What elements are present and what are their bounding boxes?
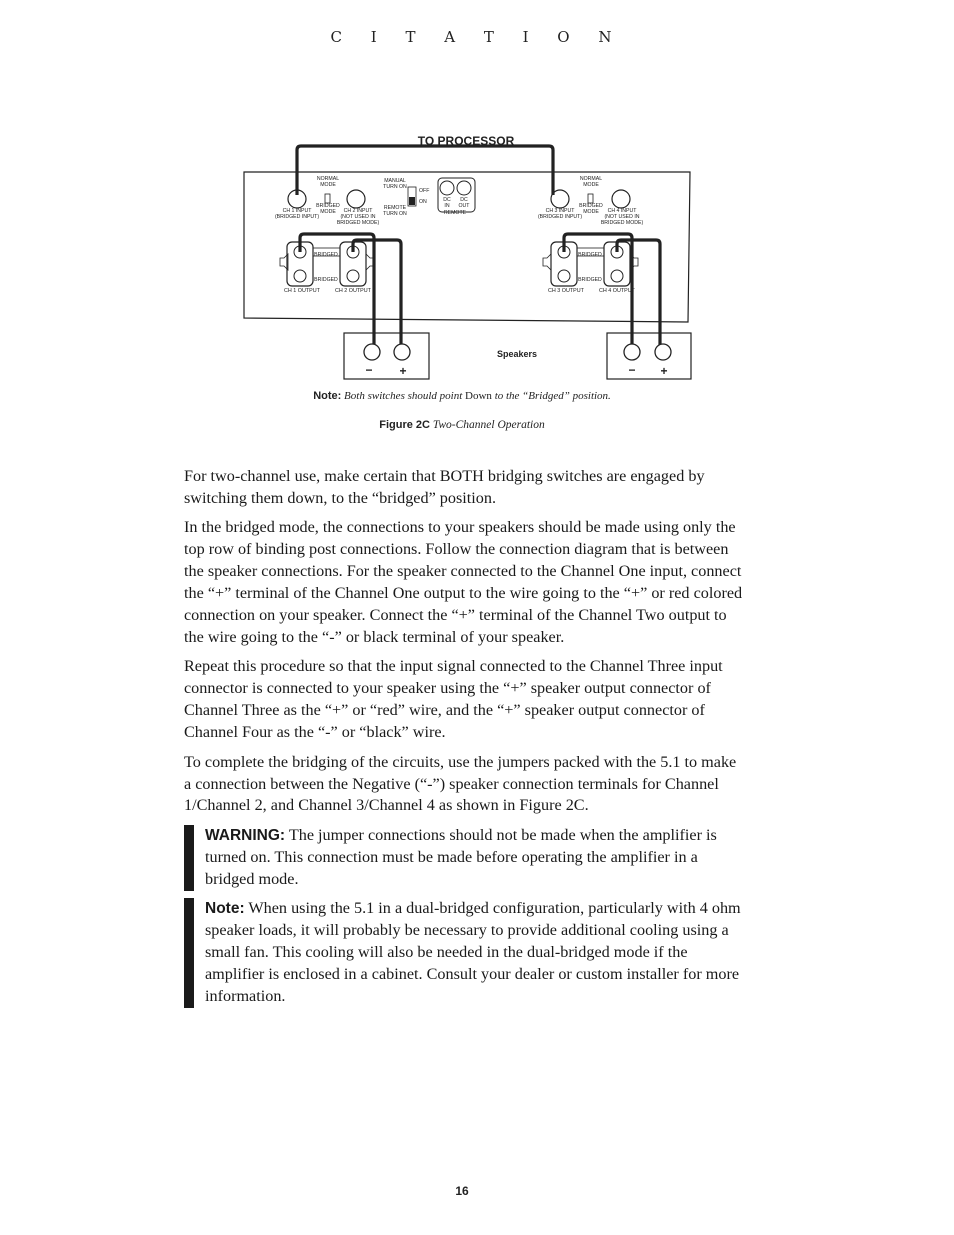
ch4-input-label-3: BRIDGED MODE) <box>600 220 644 226</box>
left-speaker-plus-sign: + <box>399 364 407 378</box>
dc-in-label-1: DC <box>443 197 451 203</box>
right-speaker-minus-sign: − <box>628 363 636 377</box>
to-processor-label: TO PROCESSOR <box>417 134 515 148</box>
left-bridged-mode-1: BRIDGED <box>316 203 340 209</box>
left-speaker-plus-terminal <box>394 344 410 360</box>
figure-note-text-3: to the “Bridged” position. <box>494 390 611 402</box>
figure-note-lead: Note: <box>313 390 342 402</box>
paragraph-1: For two-channel use, make certain that BOTH bridging switches are engaged by switching them down, to the “bridged” position. <box>184 467 705 507</box>
left-speaker-wire-plus <box>353 240 401 352</box>
right-bridged-bottom: BRIDGED <box>578 277 602 283</box>
paragraph-2: In the bridged mode, the connections to your speakers should be made using only the top row of binding post connections. Follow the connection diagram that is between the speaker connections. For the speaker connected to the Channel One input, connect the “+” terminal of the Channel One output to the wire going to the “+” or red colored connection on your speaker. Connect the “+” terminal of the Channel Two output to the wire going to the “-” or black terminal of your speaker. <box>184 518 743 646</box>
warning-text: The jumper connections should not be made when the amplifier is turned on. This connection must be made before operating the amplifier in a bridged mode. <box>205 825 717 888</box>
ch1-input-label-2: (BRIDGED INPUT) <box>274 214 320 220</box>
figure-caption-title: Two-Channel Operation <box>432 419 545 431</box>
page-number: 16 <box>455 1184 469 1198</box>
ch3-input-label-2: (BRIDGED INPUT) <box>537 214 583 220</box>
manual-label-2: TURN ON <box>383 184 407 190</box>
dc-out-label-1: DC <box>460 197 468 203</box>
right-speaker-plus-terminal <box>655 344 671 360</box>
ch4-minus-post <box>611 270 623 282</box>
figure-note <box>0 390 924 402</box>
right-speaker-minus-terminal <box>624 344 640 360</box>
ch3-minus-post <box>558 270 570 282</box>
on-label: ON <box>419 199 427 205</box>
ch4-input-label-1: CH 4 INPUT <box>607 208 637 214</box>
brand-header: C I T A T I O N <box>330 28 624 46</box>
left-normal-mode-2: MODE <box>320 182 336 188</box>
paragraph-4: To complete the bridging of the circuits, use the jumpers packed with the 5.1 to make a connection between the Negative (“-”) speaker connection terminals for Channel 1/Channel 2, and Channel 3/Channel 4 as shown in Figure 2C. <box>184 752 737 815</box>
ch4-input-jack <box>612 190 630 208</box>
remote-turn-label-2: TURN ON <box>383 211 407 217</box>
warning-lead: WARNING: <box>205 826 286 844</box>
remote-turn-label-1: REMOTE <box>383 205 407 211</box>
ch3-input-label-1: CH 3 INPUT <box>545 208 575 214</box>
left-speaker-minus-sign: − <box>365 363 373 377</box>
ch3-output-label: CH 3 OUTPUT <box>548 288 584 294</box>
ch2-input-label-1: CH 2 INPUT <box>343 208 373 214</box>
figure-caption-label: Figure 2C <box>379 419 430 431</box>
right-speaker-wire-plus <box>617 240 660 352</box>
dc-out-label-2: OUT <box>458 203 470 209</box>
speakers-label: Speakers <box>496 349 538 359</box>
wiring-diagram <box>240 128 700 388</box>
ch2-input-jack <box>347 190 365 208</box>
left-mode-switch <box>325 194 330 203</box>
note-bar <box>184 898 194 1008</box>
warning-bar <box>184 825 194 891</box>
note-callout <box>184 898 744 1008</box>
right-speaker-box <box>607 333 691 379</box>
right-bridged-top: BRIDGED <box>578 252 602 258</box>
right-normal-mode-2: MODE <box>583 182 599 188</box>
left-bridged-bottom: BRIDGED <box>314 277 338 283</box>
figure-note-text-1: Both switches should point <box>344 390 463 402</box>
left-normal-mode-1: NORMAL <box>316 176 340 182</box>
right-speaker-icon-a <box>543 254 551 270</box>
remote-section <box>383 178 475 217</box>
dc-out-jack <box>457 181 471 195</box>
ch2-input-label-2: (NOT USED IN <box>340 214 376 220</box>
ch3-input-jack <box>551 190 569 208</box>
figure-note-text-2: Down <box>465 390 492 402</box>
note-lead: Note: <box>205 900 245 918</box>
left-speaker-box <box>344 333 429 379</box>
ch2-minus-post <box>347 270 359 282</box>
remote-label: REMOTE <box>443 210 467 216</box>
ch2-input-label-3: BRIDGED MODE) <box>336 220 380 226</box>
right-bridged-mode-1: BRIDGED <box>579 203 603 209</box>
warning-callout <box>184 825 744 891</box>
right-mode-switch <box>588 194 593 203</box>
right-bridged-mode-2: MODE <box>583 209 599 215</box>
right-normal-mode-1: NORMAL <box>579 176 603 182</box>
paragraph-3: Repeat this procedure so that the input signal connected to the Channel Three input connector is connected to your speaker using the “+” speaker output connector of Channel Three as the “+” or “red” wire, and the “+” speaker output connector of Channel Four as the “-” or “black” wire. <box>184 657 723 742</box>
ch1-input-label-1: CH 1 INPUT <box>282 208 312 214</box>
note-text: When using the 5.1 in a dual-bridged configuration, particularly with 4 ohm speaker loads, it will probably be necessary to provide additional cooling using a small fan. This cooling will also be needed in the dual-bridged mode if the amplifier is enclosed in a cabinet. Consult your dealer or custom installer for more information. <box>205 899 741 1005</box>
ch4-output-label: CH 4 OUTPUT <box>599 288 635 294</box>
left-speaker-minus-terminal <box>364 344 380 360</box>
left-bridged-mode-2: MODE <box>320 209 336 215</box>
ch1-output-label: CH 1 OUTPUT <box>284 288 320 294</box>
manual-label-1: MANUAL <box>384 178 406 184</box>
ch1-minus-post <box>294 270 306 282</box>
off-label: OFF <box>419 188 430 194</box>
right-speaker-plus-sign: + <box>660 364 668 378</box>
dc-in-label-2: IN <box>444 203 450 209</box>
figure-caption <box>0 419 924 431</box>
left-bridged-top: BRIDGED <box>314 252 338 258</box>
ch2-output-label: CH 2 OUTPUT <box>335 288 371 294</box>
ch4-input-label-2: (NOT USED IN <box>604 214 640 220</box>
body-text <box>184 466 744 1015</box>
dc-in-jack <box>440 181 454 195</box>
